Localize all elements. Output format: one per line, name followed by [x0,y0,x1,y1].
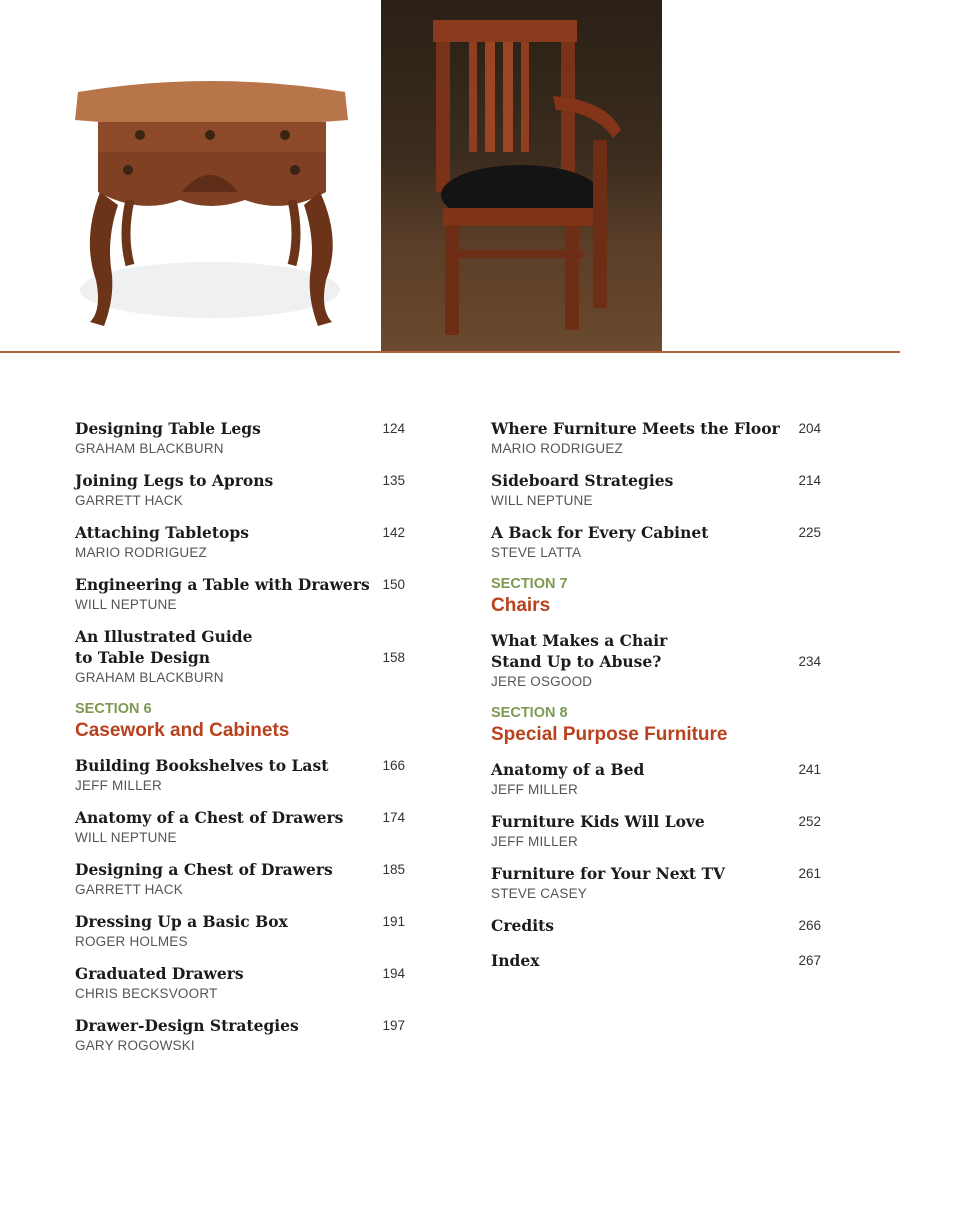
section-name[interactable]: Casework and Cabinets [75,720,290,741]
entry-author: JEFF MILLER [75,778,162,793]
toc-entry-index[interactable] [491,950,821,971]
entry-title: Dressing Up a Basic Box [75,912,288,931]
section-label: SECTION 8 [491,705,568,721]
entry-author: GRAHAM BLACKBURN [75,441,224,456]
section-heading [491,704,821,747]
section-heading [75,700,405,743]
entry-page: 174 [382,810,405,825]
toc-left-column [75,418,405,1067]
entry-title: Credits [491,916,554,935]
entry-title: Sideboard Strategies [491,471,674,490]
entry-author: JERE OSGOOD [491,674,593,689]
entry-title: Where Furniture Meets the Floor [491,419,780,438]
entry-page: 166 [382,758,405,773]
entry-author: GARRETT HACK [75,493,183,508]
entry-author: WILL NEPTUNE [491,493,593,508]
entry-title: Graduated Drawers [75,964,244,983]
toc-right-column [491,418,821,985]
toc-entry[interactable] [75,911,405,952]
entry-page: 204 [798,421,821,436]
toc-entry[interactable] [75,755,405,796]
entry-page: 225 [798,525,821,540]
entry-author: GARRETT HACK [75,882,183,897]
section-name[interactable]: Special Purpose Furniture [491,724,728,745]
toc-entry[interactable] [491,630,821,692]
entry-title-line1: What Makes a Chair [491,631,668,650]
entry-page: 158 [382,650,405,665]
entry-author: GARY ROGOWSKI [75,1038,195,1053]
toc-entry[interactable] [75,470,405,511]
toc-entry[interactable] [75,626,405,688]
entry-title: Joining Legs to Aprons [75,471,274,490]
arm-chair-photo [381,0,662,351]
entry-page: 197 [382,1018,405,1033]
entry-page: 150 [382,577,405,592]
entry-title: Designing Table Legs [75,419,261,438]
entry-author: GRAHAM BLACKBURN [75,670,224,685]
entry-page: 234 [798,654,821,669]
toc-entry[interactable] [491,522,821,563]
entry-title: Anatomy of a Chest of Drawers [75,808,344,827]
entry-title: Drawer-Design Strategies [75,1016,299,1035]
entry-page: 266 [798,918,821,933]
section-name[interactable]: Chairs [491,595,551,616]
entry-author: STEVE LATTA [491,545,582,560]
section-label: SECTION 7 [491,576,568,592]
toc-entry[interactable] [75,418,405,459]
toc-entry[interactable] [491,811,821,852]
lowboy-table-photo [60,40,360,340]
section-heading [491,575,821,618]
entry-page: 261 [798,866,821,881]
entry-title-line2: to Table Design [75,648,210,667]
toc-entry[interactable] [75,574,405,615]
toc-entry[interactable] [75,1015,405,1056]
entry-author: JEFF MILLER [491,782,578,797]
entry-author: WILL NEPTUNE [75,597,177,612]
toc-entry[interactable] [75,859,405,900]
entry-author: MARIO RODRIGUEZ [491,441,624,456]
entry-author: MARIO RODRIGUEZ [75,545,208,560]
toc-entry[interactable] [491,759,821,800]
entry-page: 267 [798,953,821,968]
entry-title: A Back for Every Cabinet [491,523,709,542]
toc-entry[interactable] [75,522,405,563]
horizontal-rule [0,351,900,353]
entry-page: 214 [798,473,821,488]
entry-author: ROGER HOLMES [75,934,188,949]
toc-entry[interactable] [491,418,821,459]
entry-title: Furniture for Your Next TV [491,864,726,883]
toc-entry[interactable] [491,470,821,511]
entry-title-line1: An Illustrated Guide [75,627,253,646]
entry-page: 135 [382,473,405,488]
entry-author: STEVE CASEY [491,886,587,901]
entry-title: Engineering a Table with Drawers [75,575,370,594]
toc-entry-credits[interactable] [491,915,821,936]
entry-title: Furniture Kids Will Love [491,812,705,831]
entry-title: Attaching Tabletops [75,523,249,542]
entry-title: Anatomy of a Bed [491,760,645,779]
entry-page: 191 [382,914,405,929]
entry-page: 194 [382,966,405,981]
entry-title-line2: Stand Up to Abuse? [491,652,662,671]
entry-page: 142 [382,525,405,540]
entry-page: 252 [798,814,821,829]
entry-page: 124 [382,421,405,436]
entry-page: 241 [798,762,821,777]
toc-entry[interactable] [75,807,405,848]
entry-author: JEFF MILLER [491,834,578,849]
entry-page: 185 [382,862,405,877]
entry-title: Designing a Chest of Drawers [75,860,333,879]
section-label: SECTION 6 [75,701,152,717]
entry-author: WILL NEPTUNE [75,830,177,845]
entry-title: Index [491,951,540,970]
toc-entry[interactable] [491,863,821,904]
entry-title: Building Bookshelves to Last [75,756,329,775]
entry-author: CHRIS BECKSVOORT [75,986,218,1001]
toc-entry[interactable] [75,963,405,1004]
